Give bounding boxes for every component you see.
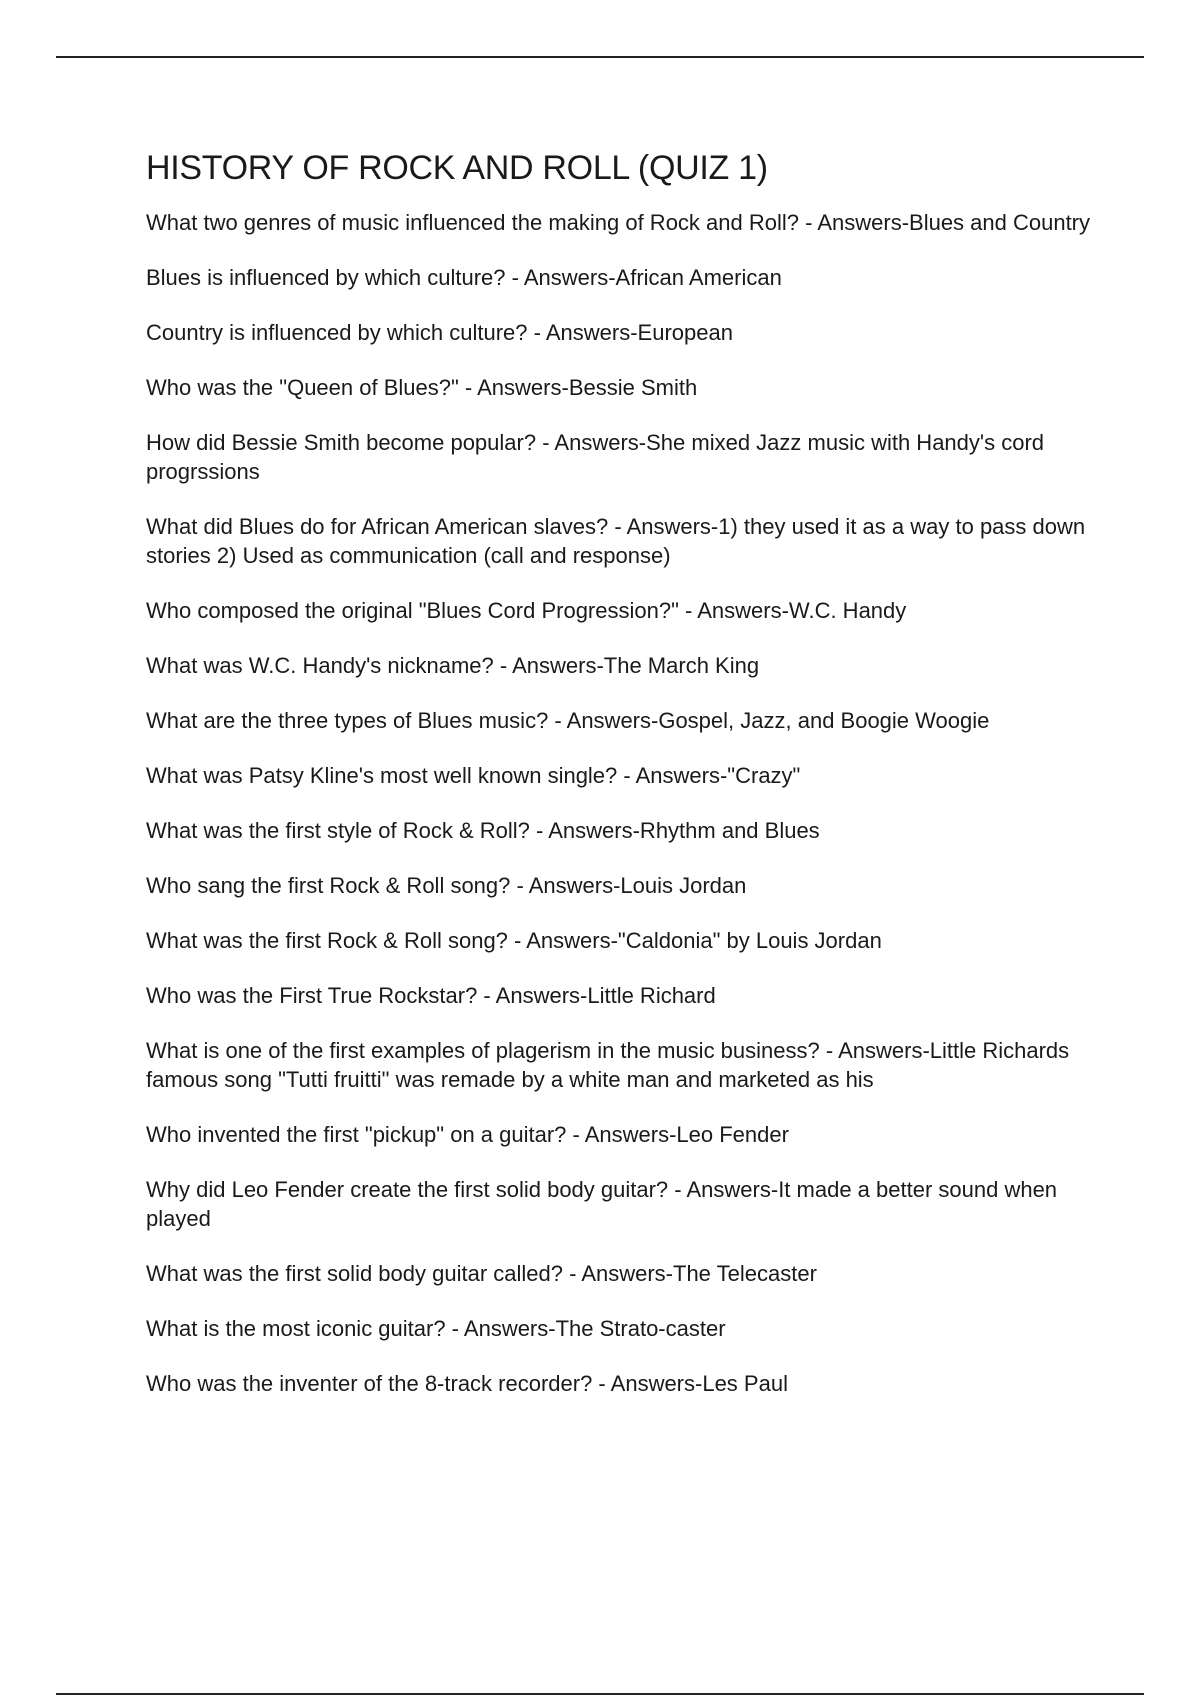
qa-item-10: What was Patsy Kline's most well known single? - Answers-"Crazy"	[146, 763, 801, 788]
qa-item-17: Why did Leo Fender create the first solid body guitar? - Answers-It made a better sound when played	[146, 1177, 1058, 1231]
qa-item-9: What are the three types of Blues music? - Answers-Gospel, Jazz, and Boogie Woogie	[146, 708, 990, 733]
qa-item-12: Who sang the first Rock & Roll song? - Answers-Louis Jordan	[146, 873, 747, 898]
page-title: HISTORY OF ROCK AND ROLL (QUIZ 1)	[146, 149, 768, 187]
qa-item-7: Who composed the original "Blues Cord Progression?" - Answers-W.C. Handy	[146, 598, 907, 623]
qa-item-2: Blues is influenced by which culture? - Answers-African American	[146, 265, 782, 290]
qa-item-6: What did Blues do for African American slaves? - Answers-1) they used it as a way to pass down stories 2) Used as communication (call and response)	[146, 514, 1086, 568]
qa-item-15: What is one of the first examples of plagerism in the music business? - Answers-Little Richards famous song "Tutti fruitti" was remade by a white man and marketed as his	[146, 1038, 1070, 1092]
qa-item-20: Who was the inventer of the 8-track recorder? - Answers-Les Paul	[146, 1371, 788, 1396]
top-rule	[56, 56, 1144, 58]
qa-item-19: What is the most iconic guitar? - Answers-The Strato-caster	[146, 1316, 726, 1341]
qa-item-14: Who was the First True Rockstar? - Answers-Little Richard	[146, 983, 716, 1008]
document-page	[146, 146, 1096, 1424]
qa-item-5: How did Bessie Smith become popular? - Answers-She mixed Jazz music with Handy's cord progrssions	[146, 430, 1045, 484]
qa-item-13: What was the first Rock & Roll song? - Answers-"Caldonia" by Louis Jordan	[146, 928, 882, 953]
qa-item-18: What was the first solid body guitar called? - Answers-The Telecaster	[146, 1261, 817, 1286]
qa-item-8: What was W.C. Handy's nickname? - Answers-The March King	[146, 653, 760, 678]
question-answer-list	[146, 208, 1096, 1398]
qa-item-3: Country is influenced by which culture? - Answers-European	[146, 320, 733, 345]
qa-item-4: Who was the "Queen of Blues?" - Answers-Bessie Smith	[146, 375, 698, 400]
qa-item-16: Who invented the first "pickup" on a guitar? - Answers-Leo Fender	[146, 1122, 789, 1147]
bottom-rule	[56, 1693, 1144, 1695]
qa-item-1: What two genres of music influenced the making of Rock and Roll? - Answers-Blues and Country	[146, 210, 1091, 235]
qa-item-11: What was the first style of Rock & Roll? - Answers-Rhythm and Blues	[146, 818, 820, 843]
